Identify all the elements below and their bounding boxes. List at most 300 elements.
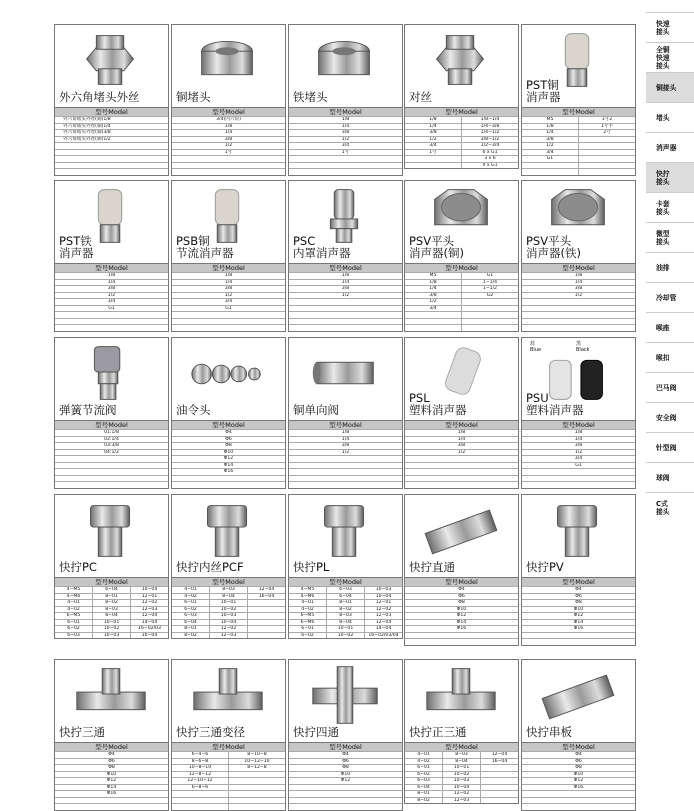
model-cell bbox=[172, 325, 285, 331]
model-row bbox=[172, 606, 285, 613]
model-cell bbox=[172, 312, 285, 318]
model-cell bbox=[289, 306, 402, 312]
model-row bbox=[172, 751, 285, 758]
model-cell bbox=[55, 150, 168, 156]
model-cell: 12−04 bbox=[364, 620, 402, 626]
model-row bbox=[289, 149, 402, 156]
model-cell bbox=[55, 804, 168, 810]
model-cell bbox=[55, 169, 168, 175]
model-row bbox=[405, 777, 518, 784]
product-card bbox=[54, 494, 169, 639]
model-cell bbox=[405, 156, 461, 162]
model-cell bbox=[522, 804, 635, 810]
model-row bbox=[405, 751, 518, 758]
sidebar-category-item[interactable] bbox=[646, 462, 694, 492]
model-cell bbox=[405, 456, 518, 462]
sidebar-category-label: 冷却管 bbox=[656, 293, 677, 302]
model-cell: Φ12 bbox=[106, 778, 117, 783]
sidebar-category-item[interactable] bbox=[646, 312, 694, 342]
model-cell: G1 bbox=[225, 305, 232, 311]
model-row bbox=[172, 790, 285, 797]
model-row bbox=[55, 632, 168, 639]
sidebar-category-item[interactable] bbox=[646, 342, 694, 372]
model-row bbox=[55, 298, 168, 305]
model-cell: 10−02 bbox=[326, 633, 364, 639]
model-cell bbox=[289, 469, 402, 475]
model-cell: 1/8 bbox=[107, 273, 116, 278]
model-header: 型号Model bbox=[172, 577, 285, 586]
model-cell: 8−04 bbox=[92, 613, 130, 619]
model-cell: 3/8 bbox=[224, 286, 233, 291]
model-cell: 1寸2 bbox=[578, 117, 635, 123]
model-row bbox=[172, 468, 285, 475]
model-cell bbox=[55, 469, 168, 475]
model-row bbox=[405, 116, 518, 123]
model-row bbox=[55, 311, 168, 318]
model-cell bbox=[289, 482, 402, 488]
model-cell bbox=[228, 778, 285, 784]
model-cell bbox=[172, 791, 228, 797]
model-cell: 6−01 bbox=[417, 765, 430, 770]
model-cell: 10−02 bbox=[209, 607, 247, 613]
model-cell: Φ12 bbox=[573, 613, 584, 618]
model-row bbox=[522, 593, 635, 600]
model-cell: Φ8 bbox=[342, 765, 349, 770]
model-cell: 8−02 bbox=[417, 797, 430, 803]
ferrule-icon bbox=[186, 342, 270, 404]
model-cell: 1/4 bbox=[224, 130, 233, 135]
model-cell bbox=[461, 299, 518, 305]
product-card bbox=[171, 180, 286, 332]
model-cell: 16−04 bbox=[247, 594, 285, 600]
model-row bbox=[522, 116, 635, 123]
model-row bbox=[289, 612, 402, 619]
model-row bbox=[289, 797, 402, 804]
model-row bbox=[289, 449, 402, 456]
model-row bbox=[55, 272, 168, 279]
model-cell: 6−01 bbox=[67, 619, 80, 625]
model-cell: 6−04 bbox=[184, 619, 197, 625]
model-row bbox=[405, 123, 518, 130]
model-row bbox=[289, 442, 402, 449]
model-cell: G1 bbox=[108, 305, 115, 311]
model-row bbox=[289, 764, 402, 771]
model-cell bbox=[228, 791, 285, 797]
model-cell: 10−04 bbox=[364, 594, 402, 600]
model-row bbox=[289, 279, 402, 286]
model-cell: 6−02 bbox=[67, 626, 80, 631]
model-row bbox=[405, 324, 518, 331]
model-cell: 6−03 bbox=[184, 613, 197, 618]
product-title: 弹簧节流阀 bbox=[59, 403, 117, 417]
model-row bbox=[405, 619, 518, 626]
model-cell: 1/4 bbox=[546, 130, 554, 135]
product-title: 快拧PC bbox=[59, 560, 97, 574]
model-header: 型号Model bbox=[405, 577, 518, 586]
model-row bbox=[522, 586, 635, 593]
model-cell: Φ8 bbox=[225, 443, 232, 448]
model-row bbox=[172, 285, 285, 292]
model-cell bbox=[228, 804, 285, 810]
sidebar-category-item[interactable] bbox=[646, 432, 694, 462]
cross-icon bbox=[303, 664, 387, 726]
model-row bbox=[522, 162, 635, 169]
model-cell: 6−04 bbox=[417, 784, 430, 790]
model-cell: 14−04 bbox=[130, 620, 168, 626]
model-row bbox=[522, 168, 635, 175]
model-row bbox=[55, 436, 168, 443]
model-row bbox=[172, 758, 285, 765]
product-title: 快拧正三通 bbox=[409, 725, 467, 739]
model-header: 型号Model bbox=[289, 263, 402, 272]
model-cell: 8−6−8 bbox=[191, 758, 209, 764]
model-row bbox=[55, 116, 168, 123]
model-row bbox=[172, 129, 285, 136]
model-cell: 3/8 bbox=[429, 292, 437, 298]
model-cell: 6−03 bbox=[417, 778, 430, 783]
model-cell: 1/4 bbox=[341, 436, 350, 442]
model-row bbox=[405, 612, 518, 619]
model-row bbox=[522, 462, 635, 469]
model-row bbox=[405, 285, 518, 292]
product-card bbox=[404, 337, 519, 489]
model-cell: 1/2 bbox=[107, 292, 116, 298]
model-cell: 8−02 bbox=[326, 607, 364, 613]
product-card bbox=[404, 494, 519, 646]
model-row bbox=[172, 318, 285, 325]
model-cell: Φ4 bbox=[458, 587, 465, 592]
model-row bbox=[289, 771, 402, 778]
model-cell: 10−03 bbox=[209, 613, 247, 619]
model-cell: 12−02 bbox=[130, 600, 168, 606]
model-cell: 8−04 bbox=[326, 620, 364, 626]
model-row bbox=[522, 318, 635, 325]
model-row bbox=[405, 142, 518, 149]
model-cell: 4−02 bbox=[184, 593, 197, 599]
model-header: 型号Model bbox=[172, 742, 285, 751]
model-cell: 6−M6 bbox=[300, 619, 315, 625]
model-row bbox=[172, 481, 285, 488]
product-card bbox=[404, 24, 519, 169]
model-row bbox=[289, 599, 402, 606]
model-row bbox=[405, 136, 518, 143]
model-cell: 6−04 bbox=[326, 594, 364, 600]
model-row bbox=[55, 758, 168, 765]
model-row bbox=[405, 758, 518, 765]
model-row bbox=[522, 790, 635, 797]
model-cell: 1/4 bbox=[429, 123, 437, 129]
model-row bbox=[289, 619, 402, 626]
sidebar-category-label: 卡套 接头 bbox=[656, 199, 670, 216]
model-row bbox=[55, 305, 168, 312]
model-header: 型号Model bbox=[289, 742, 402, 751]
model-row bbox=[289, 129, 402, 136]
model-cell bbox=[480, 778, 518, 784]
model-cell bbox=[480, 765, 518, 771]
model-cell bbox=[522, 306, 635, 312]
model-row bbox=[289, 777, 402, 784]
model-row bbox=[405, 625, 518, 632]
model-row bbox=[55, 803, 168, 810]
model-cell: M5 bbox=[546, 117, 554, 122]
sidebar-category-item[interactable] bbox=[646, 222, 694, 252]
model-cell: 3/4 bbox=[429, 143, 437, 148]
model-cell: 02:1/4 bbox=[104, 436, 119, 442]
model-row bbox=[405, 436, 518, 443]
model-cell: 12−03 bbox=[130, 607, 168, 613]
model-cell bbox=[522, 482, 635, 488]
model-cell bbox=[55, 476, 168, 482]
model-header: 型号Model bbox=[289, 577, 402, 586]
model-cell: M5 bbox=[429, 273, 437, 278]
sidebar-category-item[interactable] bbox=[646, 72, 694, 102]
sidebar-category-item[interactable] bbox=[646, 192, 694, 222]
model-cell: 12−10−12 bbox=[187, 778, 213, 783]
model-row bbox=[55, 292, 168, 299]
pl-elbow-icon bbox=[303, 499, 387, 561]
model-cell: Φ4 bbox=[575, 587, 582, 592]
model-cell: 4−M6 bbox=[66, 593, 81, 599]
model-cell: 3/4(内六角) bbox=[216, 117, 241, 122]
product-title: PSL 塑料消声器 bbox=[409, 391, 467, 417]
model-cell: 6−02 bbox=[417, 771, 430, 777]
model-cell: 4−M6 bbox=[300, 593, 315, 599]
product-card bbox=[404, 659, 519, 804]
model-cell bbox=[55, 482, 168, 488]
model-cell bbox=[522, 169, 578, 175]
product-card bbox=[521, 180, 636, 332]
model-row bbox=[289, 455, 402, 462]
product-title: PSV平头 消声器(铁) bbox=[526, 234, 581, 260]
model-cell: 16−04 bbox=[130, 633, 168, 639]
model-row bbox=[522, 436, 635, 443]
model-row bbox=[405, 586, 518, 593]
product-card bbox=[521, 494, 636, 646]
model-cell: 1/8 bbox=[457, 430, 466, 435]
model-cell bbox=[522, 312, 635, 318]
model-row bbox=[289, 311, 402, 318]
model-cell: 1/8 bbox=[429, 117, 437, 122]
model-cell: 10−01 bbox=[326, 626, 364, 632]
model-cell: 10−01 bbox=[442, 765, 480, 771]
model-cell: 10−03 bbox=[442, 778, 480, 784]
model-cell bbox=[172, 482, 285, 488]
model-row bbox=[289, 305, 402, 312]
model-cell: 1/8 bbox=[341, 117, 350, 122]
model-cell: Φ8 bbox=[575, 765, 582, 770]
model-row bbox=[55, 606, 168, 613]
model-cell: G1 bbox=[575, 462, 582, 468]
model-cell: 8−03 bbox=[92, 607, 130, 613]
model-cell: 8−03 bbox=[209, 587, 247, 593]
model-row bbox=[172, 593, 285, 600]
model-cell: 1/2 bbox=[341, 292, 350, 298]
model-cell bbox=[522, 633, 635, 639]
model-cell: Φ10 bbox=[456, 606, 467, 612]
model-row bbox=[405, 155, 518, 162]
model-cell bbox=[289, 476, 402, 482]
model-cell: Φ10 bbox=[340, 771, 351, 777]
model-cell: 4−02 bbox=[417, 758, 430, 764]
model-header: 型号Model bbox=[55, 577, 168, 586]
product-title: 铜单向阀 bbox=[293, 403, 339, 417]
model-cell: Φ12 bbox=[573, 778, 584, 783]
model-row bbox=[55, 142, 168, 149]
product-title: 外六角堵头外丝 bbox=[59, 90, 140, 104]
model-cell bbox=[405, 633, 518, 639]
model-row bbox=[405, 771, 518, 778]
model-row bbox=[522, 155, 635, 162]
model-row bbox=[55, 136, 168, 143]
color-label: 黑 bbox=[576, 341, 582, 347]
model-cell: 16−02/03/04 bbox=[364, 633, 402, 639]
model-cell: 8−02 bbox=[92, 600, 130, 606]
model-cell: Φ12 bbox=[456, 613, 467, 618]
model-cell: 10−03 bbox=[364, 587, 402, 593]
model-cell: 8−01 bbox=[326, 600, 364, 606]
model-cell: Φ16 bbox=[456, 626, 467, 631]
model-cell bbox=[578, 137, 635, 143]
model-cell: 6−01 bbox=[184, 600, 197, 605]
model-header: 型号Model bbox=[405, 263, 518, 272]
model-row bbox=[289, 123, 402, 130]
model-cell: 1/4 bbox=[341, 279, 350, 285]
model-row bbox=[405, 632, 518, 639]
sidebar-category-item[interactable] bbox=[646, 162, 694, 192]
model-row bbox=[55, 155, 168, 162]
model-cell bbox=[172, 476, 285, 482]
model-cell: 3/4 bbox=[107, 299, 116, 304]
model-cell: 6−03 bbox=[67, 632, 80, 638]
model-cell bbox=[172, 804, 228, 810]
product-title: 快拧四通 bbox=[293, 725, 339, 739]
sidebar-category-item[interactable] bbox=[646, 282, 694, 312]
model-row bbox=[405, 599, 518, 606]
model-cell: Φ16 bbox=[106, 791, 117, 796]
reducing-tee-icon bbox=[186, 664, 270, 726]
model-row bbox=[172, 442, 285, 449]
model-row bbox=[55, 162, 168, 169]
model-cell: 10−04 bbox=[209, 620, 247, 626]
model-row bbox=[172, 599, 285, 606]
model-header: 型号Model bbox=[289, 107, 402, 116]
model-cell: Φ8 bbox=[458, 600, 465, 605]
sidebar-category-item[interactable] bbox=[646, 12, 694, 42]
model-row bbox=[289, 162, 402, 169]
model-cell: 12−04 bbox=[130, 613, 168, 619]
model-cell: 6−02 bbox=[301, 632, 314, 638]
model-row bbox=[289, 481, 402, 488]
model-row bbox=[172, 612, 285, 619]
sidebar-category-item[interactable] bbox=[646, 402, 694, 432]
model-cell bbox=[55, 463, 168, 469]
model-row bbox=[405, 279, 518, 286]
model-cell: 3/8 bbox=[107, 286, 116, 291]
model-cell: 12−8−12 bbox=[188, 771, 212, 777]
model-cell: Φ8 bbox=[108, 765, 115, 770]
sidebar-category-item[interactable] bbox=[646, 252, 694, 282]
sidebar-category-item[interactable] bbox=[646, 132, 694, 162]
model-cell: 6−4−6 bbox=[191, 752, 209, 757]
model-cell: 1寸 bbox=[224, 149, 233, 155]
model-cell: 10−02 bbox=[92, 626, 130, 632]
product-card bbox=[171, 337, 286, 489]
product-card bbox=[521, 337, 636, 489]
model-row bbox=[522, 455, 635, 462]
model-row bbox=[405, 606, 518, 613]
model-cell: Φ8 bbox=[575, 600, 582, 605]
model-row bbox=[522, 803, 635, 810]
model-cell: 4−01 bbox=[417, 752, 430, 757]
sidebar-category-label: 铜接头 bbox=[656, 83, 677, 92]
model-cell: 3/8 bbox=[341, 130, 350, 135]
sidebar-category-item[interactable] bbox=[646, 492, 694, 522]
model-cell: 6−01 bbox=[301, 626, 314, 631]
model-cell: 01:1/8 bbox=[104, 430, 119, 435]
model-row bbox=[522, 129, 635, 136]
sidebar-category-item[interactable] bbox=[646, 102, 694, 132]
model-row bbox=[172, 136, 285, 143]
model-row bbox=[172, 142, 285, 149]
product-title: 快拧内丝PCF bbox=[176, 560, 244, 574]
sidebar-category-item[interactable] bbox=[646, 372, 694, 402]
product-title: PST铜 消声器 bbox=[526, 78, 561, 104]
model-row bbox=[172, 475, 285, 482]
product-title: PSB铜 节流消声器 bbox=[176, 234, 234, 260]
model-cell: 6−02 bbox=[184, 606, 197, 612]
model-cell: 8−01 bbox=[184, 626, 197, 631]
model-row bbox=[405, 298, 518, 305]
model-row bbox=[405, 481, 518, 488]
model-cell bbox=[289, 791, 402, 797]
model-row bbox=[289, 155, 402, 162]
model-cell: 3/4 bbox=[341, 143, 350, 148]
model-header: 型号Model bbox=[522, 577, 635, 586]
model-row bbox=[55, 599, 168, 606]
product-card bbox=[288, 494, 403, 639]
model-cell bbox=[405, 325, 461, 331]
model-row bbox=[172, 625, 285, 632]
product-card bbox=[288, 24, 403, 176]
model-cell: Φ16 bbox=[573, 626, 584, 631]
model-cell bbox=[522, 299, 635, 305]
model-cell bbox=[247, 633, 285, 639]
model-row bbox=[522, 324, 635, 331]
straight-union-icon bbox=[419, 499, 503, 561]
model-row bbox=[172, 462, 285, 469]
model-cell bbox=[480, 785, 518, 791]
model-cell: 4−M5 bbox=[66, 587, 81, 592]
model-row bbox=[405, 429, 518, 436]
model-cell: 04:1/2 bbox=[104, 449, 119, 455]
model-row bbox=[405, 455, 518, 462]
model-cell bbox=[405, 639, 518, 645]
model-cell bbox=[228, 785, 285, 791]
model-row bbox=[289, 436, 402, 443]
model-row bbox=[289, 593, 402, 600]
model-row bbox=[172, 298, 285, 305]
product-card bbox=[521, 24, 636, 176]
model-cell: 3/4 bbox=[429, 305, 437, 311]
product-card bbox=[288, 180, 403, 332]
model-row bbox=[55, 586, 168, 593]
sidebar-category-item[interactable] bbox=[646, 42, 694, 72]
model-row bbox=[55, 455, 168, 462]
model-row bbox=[172, 292, 285, 299]
model-cell bbox=[247, 626, 285, 632]
model-cell bbox=[289, 463, 402, 469]
model-row bbox=[289, 116, 402, 123]
